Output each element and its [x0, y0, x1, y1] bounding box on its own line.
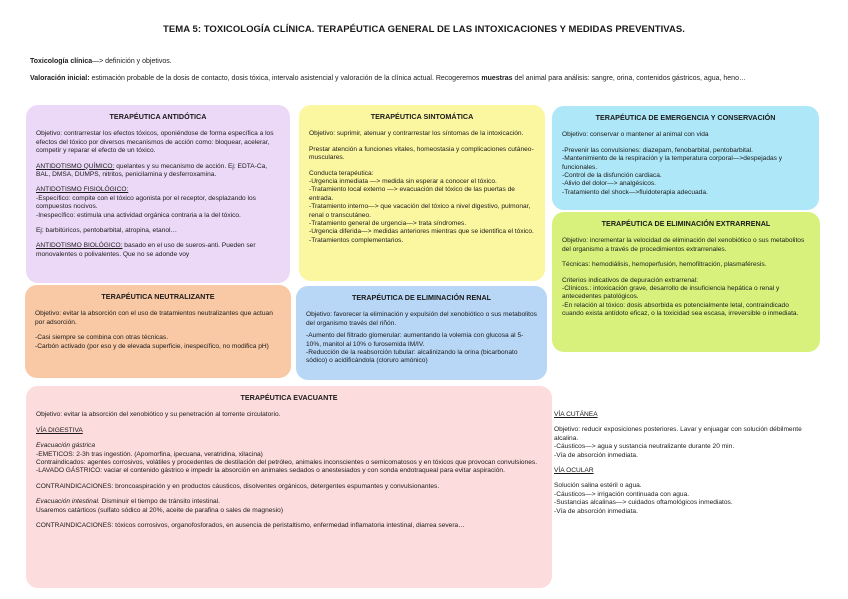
criterios-heading: Criterios indicativos de depuración extrarrenal: [562, 276, 698, 284]
sintomatica-atencion: Prestar atención a funciones vitales, homeostasia y complicaciones cutáneo-musculares. [309, 145, 534, 162]
intro-label-valoracion: Valoración inicial: [30, 75, 90, 82]
renal-title: TERAPÉUTICA DE ELIMINACIÓN RENAL [351, 293, 492, 302]
conducta-item: -Tratamiento general de urgencia—> trata síndromes. [309, 220, 467, 228]
antidotismo-quimico [36, 163, 280, 180]
emergencia-item: -Alivio del dolor—> analgésicos. [562, 180, 657, 188]
neutralizante-box [25, 285, 291, 378]
neutralizante-item: -Casi siempre se combina con otras técnicas. [35, 334, 169, 342]
cataticos: Usaremos catárticos (sulfato sódico al 20%, aceite de parafina o sales de magnesio) [36, 506, 284, 514]
extrarrenal-tecnicas: Técnicas: hemodiálisis, hemoperfusión, hemofiltración, plasmaféresis. [562, 261, 767, 269]
emeticos: -EMETICOS: 2-3h tras ingestión. (Apomorfina, ipecuana, veratridina, xilacina) [36, 450, 263, 458]
antidotica-box [26, 105, 290, 283]
neutralizante-item: -Carbón activado (por eso y de elevada superficie, inespecífico, no modifica pH) [35, 342, 269, 350]
sintomatica-title: TERAPÉUTICA SINTOMÁTICA [370, 112, 474, 121]
via-cutanea-heading: VÍA CUTÁNEA [554, 411, 598, 418]
emergencia-item: -Mantenimiento de la respiración y la temperatura corporal—>despejadas y funcionales. [562, 155, 783, 171]
emergencia-objetivo: Objetivo: conservar o mantener al animal con vida [562, 131, 709, 139]
ocular-salina: Solución salina estéril o agua. [554, 482, 642, 490]
conducta-item: -Tratamientos complementarios. [309, 236, 404, 244]
evacuante-objetivo: Objetivo: evitar la absorción del xenobiótico y su penetración al torrente circulatorio. [36, 411, 281, 419]
neutralizante-objetivo: Objetivo: evitar la absorción con el uso de tratamientos neutralizantes que actuan por adsorción. [35, 310, 273, 326]
cutanea-objetivo: Objetivo: reducir exposiciones posteriores. Lavar y enjuagar con solución débilmente alcalina. [554, 426, 802, 442]
ocular-via-absorcion: -Vía de absorción inmediata. [554, 507, 638, 515]
intro-text-muestras: del animal para análisis: sangre, orina, contenidos gástricos, agua, heno… [512, 75, 746, 82]
biologico-text: basado en el uso de sueros-anti. Pueden ser monovalentes o polivalentes. Que no se adonde voy [36, 242, 256, 258]
ocular-causticos: -Cáusticos—> irrigación continuada con agua. [554, 490, 690, 498]
page-title: TEMA 5: TOXICOLOGÍA CLÍNICA. TERAPÉUTICA GENERAL DE LAS INTOXICACIONES Y MEDIDAS PREVENTIVAS. [163, 24, 685, 35]
cutanea-via-absorcion: -Vía de absorción inmediata. [554, 451, 638, 459]
evacuacion-intestinal [36, 498, 542, 506]
evacuante-title: TERAPÉUTICA EVACUANTE [240, 393, 338, 402]
fisiologico-inespecifico: -Inespecífico: estimula una actividad orgánica contraria a la del tóxico. [36, 211, 241, 219]
emergencia-item: -Control de la disfunción cardiaca. [562, 172, 662, 180]
extrarrenal-objetivo: Objetivo: incrementar la velocidad de eliminación del xenobiótico o sus metabolitos del organismo a través de procedimientos extrarrenales. [562, 237, 805, 253]
emergencia-item: -Tratamiento del shock—>fluidoterapia adecuada. [562, 188, 708, 196]
emergencia-item: -Prevenir las convulsiones: diazepam, fenobarbital, pentobarbital. [562, 146, 753, 154]
contraindicados: Contraindicados: agentes corrosivos, volátiles y procedentes de destilación del petróleo, animales inconscientes o semicomatosos y en tóxicos que provocan convulsiones. [36, 459, 538, 467]
via-ocular-heading: VÍA OCULAR [554, 467, 594, 475]
cutanea-causticos: -Cáusticos—> agua y sustancia neutralizante durante 20 min. [554, 443, 735, 451]
renal-item: -Reducción de la reabsorción tubular: alcalinizando la orina (bicarbonato sódico) o acidificándola (cloruro amónico) [306, 349, 518, 365]
lavado-gastrico: -LAVADO GÁSTRICO: vaciar el contenido gástrico e impedir la absorción en animales sedados o anestesiados y con sonda endotraqueal para evitar aspiración. [36, 467, 505, 475]
evacuante-vias-externas [554, 411, 818, 516]
quimico-heading: ANTIDOTISMO QUÍMICO: [36, 162, 115, 170]
contraindicaciones-intestinal: CONTRAINDICACIONES: tóxicos corrosivos, organofosforados, en ausencia de peristaltismo, enfermedad inflamatoria intestinal, diarrea severa… [36, 522, 465, 530]
renal-item: -Aumento del filtrado glomerular: aumentando la volemia con glucosa al 5-10%, manitol al 10% o furosemida IM/IV. [306, 332, 524, 348]
intro-text-toxicologia: —> definición y objetivos. [92, 58, 172, 65]
antidotica-title: TERAPÉUTICA ANTIDÓTICA [109, 112, 207, 121]
contraindicaciones-gastrica: CONTRAINDICACIONES: broncoaspiración y en productos cáusticos, disolventes orgánicos, detergentes espumantes y convulsionantes. [36, 482, 440, 490]
conducta-item: -Urgencia inmediata —> medida sin esperar a conocer el tóxico. [309, 178, 497, 186]
emergencia-title: TERAPÉUTICA DE EMERGENCIA Y CONSERVACIÓN [595, 113, 776, 122]
antidotica-ejemplos: Ej: barbitúricos, pentobarbital, atropina, etanol… [36, 227, 178, 235]
evacuante-box [26, 386, 552, 588]
intro-label-toxicologia: Toxicología clínica [30, 58, 93, 65]
conducta-item: -Tratamiento local externo —> evacuación del tóxico de las puertas de entrada. [309, 186, 515, 202]
via-digestiva-heading: VÍA DIGESTIVA [36, 426, 83, 434]
antidotismo-biologico [36, 242, 280, 259]
extrarrenal-title: TERAPÉUTICA DE ELIMINACIÓN EXTRARRENAL [601, 219, 771, 228]
sintomatica-objetivo: Objetivo: suprimir, atenuar y contrarrestar los síntomas de la intoxicación. [309, 130, 524, 138]
ocular-alcalinas: -Sustancias alcalinas—> cuidados oftamológicos inmediatos. [554, 499, 733, 507]
conducta-heading: Conducta terapéutica: [309, 169, 374, 177]
antidotica-objetivo: Objetivo: contrarrestar los efectos tóxicos, oponiéndose de forma específica a los efectos del tóxico por diversos mecanismos de acción como: bloquear, acelerar, competir y reparar el efecto de un tóxico. [36, 130, 274, 155]
conducta-item: -Urgencia diferida—> medidas anteriores mientras que se identifica el tóxico. [309, 228, 534, 236]
intro-text-valoracion: estimación probable de la dosis de contacto, dosis tóxica, intervalo asistencial y valoración de la clínica actual. Recogeremos [89, 75, 482, 82]
intro-bold-muestras: muestras [481, 75, 513, 82]
fisiologico-heading: ANTIDOTISMO FISIOLÓGICO: [36, 186, 129, 194]
criterios-toxico: -En relación al tóxico: dosis absorbida es potencialmente letal, contraindicado cuando exista antídoto eficaz, o la toxicidad sea escasa, irreversible o inmediata. [562, 301, 799, 318]
intro-line-1 [30, 58, 172, 65]
renal-box [296, 286, 547, 380]
fisiologico-especifico: -Específico: compite con el tóxico agonista por el receptor, desplazando los compuestos nocivos. [36, 194, 256, 211]
evacuacion-gastrica-heading: Evacuación gástrica [36, 442, 96, 450]
intro-line-2 [30, 75, 746, 82]
extrarrenal-box [552, 212, 820, 352]
criterios-clinicos: -Clínicos.: intoxicación grave, desarrollo de insuficiencia hepática o renal y antecedentes patológicos. [562, 285, 780, 301]
neutralizante-title: TERAPÉUTICA NEUTRALIZANTE [101, 292, 215, 301]
quimico-text: quelantes y su mecanismo de acción. Ej: EDTA-Ca, BAL, DMSA, DUMPS, nitritos, penicilamina y desferroxamina. [36, 162, 268, 179]
biologico-heading: ANTIDOTISMO BIOLÓGICO: [36, 242, 123, 250]
sintomatica-box [299, 105, 545, 281]
emergencia-box [552, 106, 819, 210]
conducta-item: -Tratamiento interno—> que vacación del tóxico a nivel digestivo, pulmonar, renal o transcutáneo. [309, 203, 531, 219]
renal-objetivo: Objetivo: favorecer la eliminación y expulsión del xenobiótico o sus metabolitos del organismo través del riñón. [306, 311, 537, 327]
evacuacion-intestinal-text: Disminuir el tiempo de tránsito intestinal. [99, 498, 220, 506]
evacuacion-intestinal-heading: Evacuación intestinal. [36, 498, 100, 506]
